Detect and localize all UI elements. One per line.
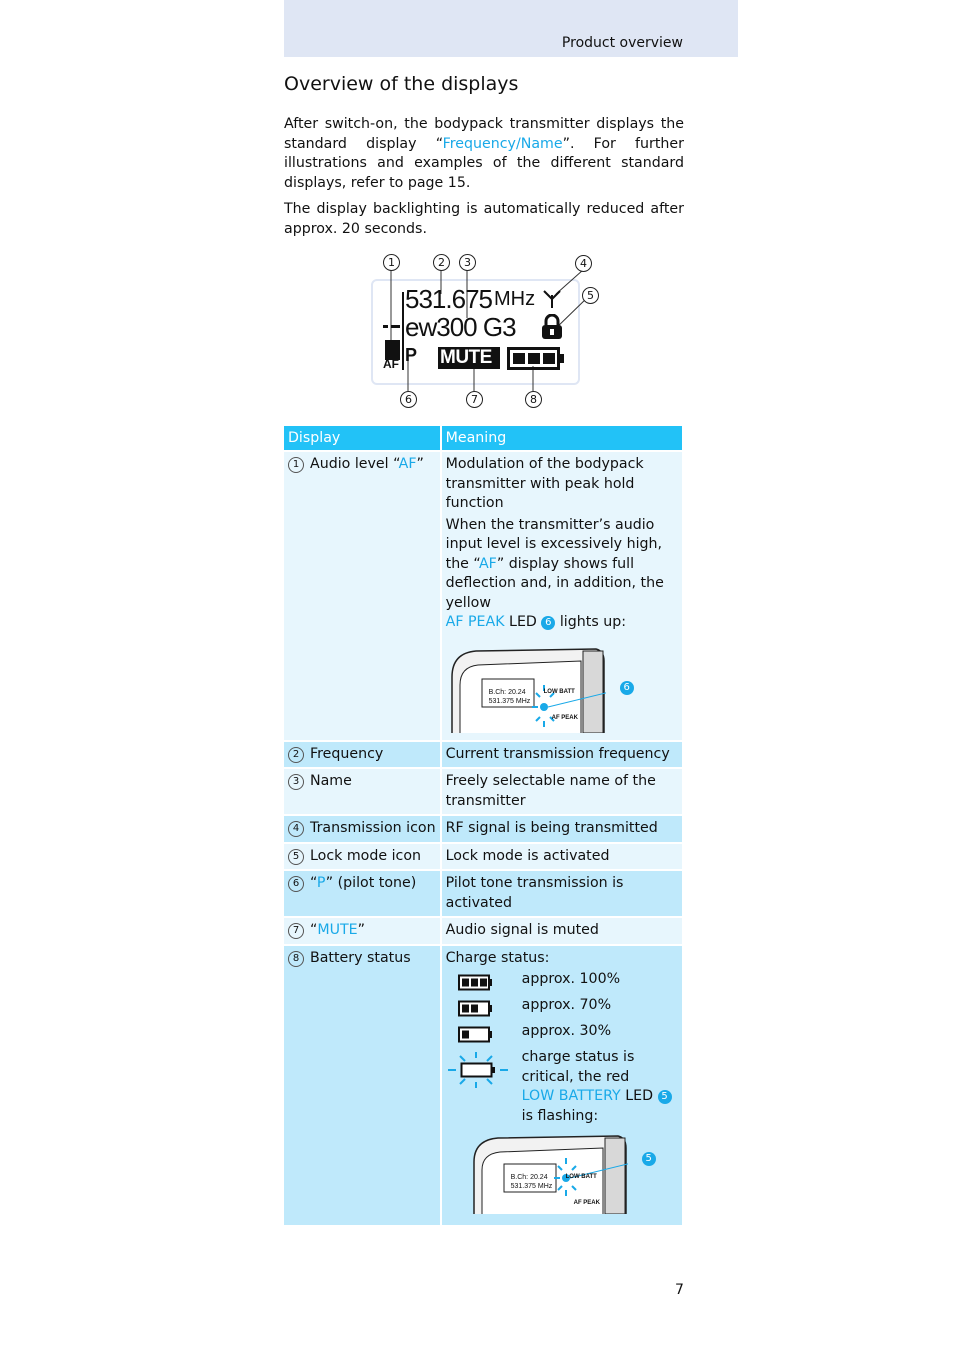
meaning-highlight: AF: [478, 555, 497, 572]
callout-2: 2: [433, 254, 450, 271]
battery-30-icon: [458, 1026, 498, 1044]
battery-level-row: [446, 1022, 678, 1048]
af-peak-figure: [446, 647, 678, 737]
table-row: [284, 768, 683, 815]
table-row: [284, 815, 683, 843]
lcd-frequency: 531.675: [405, 284, 492, 314]
meaning-text: Modulation of the bodypack transmitter with peak hold function: [445, 456, 644, 511]
row-number: 3: [288, 774, 304, 790]
callout-8: 8: [525, 391, 542, 408]
column-header-meaning: Meaning: [441, 426, 683, 451]
meaning-cell: [441, 945, 683, 1225]
display-cell: [284, 741, 441, 769]
critical-text: [522, 1048, 678, 1126]
led-number-badge: 6: [541, 616, 555, 630]
antenna-icon: [541, 289, 563, 309]
display-cell: [284, 815, 441, 843]
table-row: [284, 917, 683, 945]
meaning-cell: Freely selectable name of the transmitter: [441, 768, 683, 815]
battery-level-label: approx. 70%: [521, 997, 612, 1013]
intro-paragraph-2: The display backlighting is automatically reduced after approx. 20 seconds.: [284, 201, 684, 237]
figure-lcd-line-2: 531.375 MHz: [510, 1183, 553, 1190]
display-label: Name: [310, 773, 352, 789]
callout-5: 5: [582, 287, 599, 304]
lcd-mute-text: MUTE: [440, 347, 492, 368]
battery-level-row: [446, 996, 678, 1022]
figure-low-batt-label: LOW BATT: [565, 1174, 597, 1180]
meaning-cell: Audio signal is muted: [441, 917, 683, 945]
meaning-text-part: lights up:: [555, 614, 626, 630]
display-label-end: ”: [416, 456, 424, 472]
battery-critical-icon-wrap: [446, 1048, 522, 1097]
critical-text-part: LED: [620, 1088, 658, 1104]
display-label: Audio level “: [310, 456, 399, 472]
table-row: [284, 870, 683, 917]
display-label-end: ” (pilot tone): [325, 875, 417, 891]
meaning-cell: Lock mode is activated: [441, 843, 683, 871]
row-number: 7: [288, 923, 304, 939]
table-row: [284, 945, 683, 1225]
frequency-name-link: Frequency/Name: [442, 135, 563, 152]
display-cell: [284, 451, 441, 741]
display-label: “: [310, 922, 318, 938]
row-number: 2: [288, 747, 304, 763]
battery-full-icon: [458, 974, 498, 992]
display-label: Frequency: [310, 745, 384, 762]
display-cell: [284, 945, 441, 1225]
battery-70-icon-wrap: [446, 996, 522, 1025]
display-label: Lock mode icon: [310, 847, 422, 864]
battery-bar: [462, 1005, 469, 1013]
row-number: 6: [288, 876, 304, 892]
battery-30-icon-wrap: [446, 1022, 522, 1051]
figure-af-peak-label: AF PEAK: [573, 1200, 600, 1206]
battery-critical-row: [446, 1048, 678, 1126]
battery-icon: [507, 347, 567, 371]
figure-callout-5: 5: [642, 1152, 656, 1166]
page-number: 7: [675, 1282, 684, 1298]
display-cell: [284, 917, 441, 945]
display-label-end: ”: [357, 922, 365, 938]
meaning-cell: Pilot tone transmission is activated: [441, 870, 683, 917]
figure-low-batt-label: LOW BATT: [543, 688, 575, 695]
battery-level-row: [446, 970, 678, 996]
meaning-cell: Current transmission frequency: [441, 741, 683, 769]
critical-text-part: is flashing:: [521, 1107, 599, 1124]
figure-callout-6: 6: [620, 681, 634, 695]
section-title: Product overview: [561, 35, 683, 51]
lcd-unit: MHz: [494, 288, 536, 310]
display-label: Battery status: [310, 949, 411, 966]
battery-70-icon: [458, 1000, 498, 1018]
display-label-highlight: P: [316, 875, 326, 891]
table-header-row: [284, 426, 683, 451]
table-row: [284, 451, 683, 741]
charge-status-title: Charge status:: [445, 949, 550, 966]
callout-3: 3: [459, 254, 476, 271]
battery-bar: [462, 979, 469, 987]
row-number: 4: [288, 821, 304, 837]
row-number: 5: [288, 849, 304, 865]
display-cell: [284, 843, 441, 871]
display-label: “: [310, 875, 317, 891]
lcd-mute-indicator: [438, 347, 500, 369]
meaning-text-2: [446, 516, 678, 633]
display-label-highlight: MUTE: [317, 922, 358, 938]
battery-bar: [471, 979, 478, 987]
lcd-name: ew300 G3: [405, 312, 516, 342]
battery-full-icon-wrap: [446, 970, 522, 999]
battery-flashing-icon: [446, 1050, 510, 1090]
display-cell: [284, 768, 441, 815]
lcd-pilot-indicator: P: [405, 345, 418, 365]
callout-1: 1: [383, 254, 400, 271]
callout-4: 4: [575, 255, 592, 272]
display-cell: [284, 870, 441, 917]
callout-6: 6: [400, 391, 417, 408]
figure-lcd-line-1: B.Ch: 20.24: [510, 1174, 548, 1181]
column-header-display: Display: [284, 426, 441, 451]
figure-lcd-line-1: B.Ch: 20.24: [488, 688, 526, 696]
battery-bar: [480, 979, 487, 987]
intro-text: After switch-on, the bodypack transmitter displays the standard display “: [284, 116, 684, 152]
meaning-text-part: ” display shows full deflection and, in addition, the yellow: [445, 555, 664, 611]
led-number-badge: 5: [658, 1090, 672, 1104]
display-label-highlight: AF: [398, 456, 417, 472]
page-heading: Overview of the displays: [284, 73, 519, 95]
af-peak-led-label: AF PEAK: [445, 614, 505, 630]
table-row: [284, 843, 683, 871]
intro-text-end: ”. For further illustrations and examples of the different standard displays, refer to page 15.: [284, 135, 684, 191]
meaning-text-part: LED: [504, 614, 542, 630]
lock-icon: [540, 314, 564, 340]
meaning-cell: [441, 451, 683, 741]
low-battery-figure: [468, 1134, 678, 1216]
critical-text-part: charge status is critical, the red: [521, 1049, 635, 1085]
figure-lcd-line-2: 531.375 MHz: [488, 697, 531, 705]
row-number: 1: [288, 457, 304, 473]
meaning-cell: RF signal is being transmitted: [441, 815, 683, 843]
figure-af-peak-label: AF PEAK: [551, 714, 578, 721]
lcd-af-label: AF: [383, 357, 399, 371]
meaning-text-part: When the transmitter’s audio input level is excessively high, the “: [445, 516, 663, 572]
table-row: [284, 741, 683, 769]
battery-level-label: approx. 100%: [521, 971, 621, 987]
battery-bar: [471, 1005, 478, 1013]
battery-bar: [462, 1031, 469, 1039]
callout-7: 7: [466, 391, 483, 408]
row-number: 8: [288, 951, 304, 967]
display-label: Transmission icon: [310, 820, 436, 836]
display-meaning-table: [284, 426, 684, 1225]
battery-level-label: approx. 30%: [521, 1023, 612, 1039]
low-battery-led-label: LOW BATTERY: [521, 1088, 621, 1104]
